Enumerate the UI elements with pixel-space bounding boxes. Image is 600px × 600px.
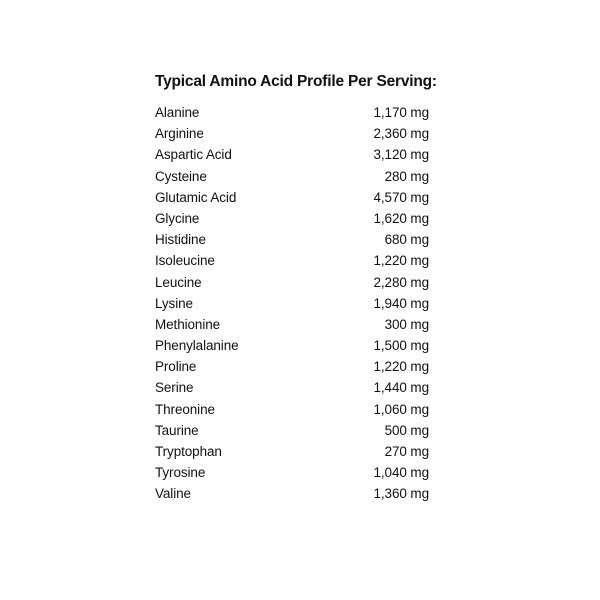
amino-acid-profile-panel [155,72,445,505]
amino-acid-name: Glutamic Acid [155,189,237,205]
amino-acid-name: Histidine [155,232,206,248]
amino-acid-amount: 300 mg [384,316,429,332]
amino-acid-row [155,377,429,398]
amino-acid-name: Lysine [155,295,193,311]
amino-acid-name: Tryptophan [155,444,222,459]
amino-acid-name: Taurine [155,422,199,438]
amino-acid-row [155,102,429,123]
profile-title: Typical Amino Acid Profile Per Serving: [155,73,437,90]
amino-acid-row [155,293,429,314]
amino-acid-row [155,229,429,250]
amino-acid-name: Isoleucine [155,253,215,269]
amino-acid-name: Phenylalanine [155,338,239,354]
amino-acid-name: Serine [155,380,194,396]
amino-acid-amount: 270 mg [384,444,429,459]
amino-acid-name: Glycine [155,210,200,226]
amino-acid-amount: 1,220 mg [373,359,429,375]
amino-acid-amount: 1,940 mg [373,295,429,311]
amino-acid-row [155,399,429,420]
amino-acid-row [155,250,429,271]
amino-acid-row [155,144,429,165]
amino-acid-row [155,483,429,504]
amino-acid-name: Aspartic Acid [155,147,232,163]
amino-acid-row [155,462,429,483]
amino-acid-amount: 1,500 mg [373,338,429,354]
amino-acid-amount: 500 mg [384,422,429,438]
amino-acid-amount: 4,570 mg [373,189,429,205]
amino-acid-name: Leucine [155,274,202,290]
amino-acid-name: Threonine [155,401,215,417]
amino-acid-amount: 1,440 mg [373,380,429,396]
amino-acid-amount: 2,360 mg [373,126,429,142]
amino-acid-name: Arginine [155,126,204,142]
amino-acid-name: Valine [155,486,191,502]
amino-acid-row [155,272,429,293]
amino-acid-row [155,187,429,208]
amino-acid-amount: 1,220 mg [373,253,429,269]
amino-acid-amount: 680 mg [384,232,429,248]
amino-acid-name: Tyrosine [155,465,206,481]
amino-acid-amount: 2,280 mg [373,274,429,290]
amino-acid-amount: 1,170 mg [373,105,429,120]
amino-acid-row [155,441,429,462]
amino-acid-name: Methionine [155,316,221,332]
amino-acid-row [155,356,429,377]
amino-acid-name: Alanine [155,105,200,120]
amino-acid-amount: 1,620 mg [373,210,429,226]
amino-acid-amount: 280 mg [384,168,429,184]
amino-acid-amount: 3,120 mg [373,147,429,163]
amino-acid-name: Cysteine [155,168,207,184]
amino-acid-amount: 1,060 mg [373,401,429,417]
amino-acid-row [155,208,429,229]
amino-acid-row [155,166,429,187]
amino-acid-row [155,335,429,356]
amino-acid-amount: 1,360 mg [373,486,429,502]
amino-acid-name: Proline [155,359,197,375]
amino-acid-row [155,420,429,441]
amino-acid-row [155,123,429,144]
amino-acid-row [155,314,429,335]
amino-acid-amount: 1,040 mg [373,465,429,481]
amino-acid-list [155,102,429,505]
